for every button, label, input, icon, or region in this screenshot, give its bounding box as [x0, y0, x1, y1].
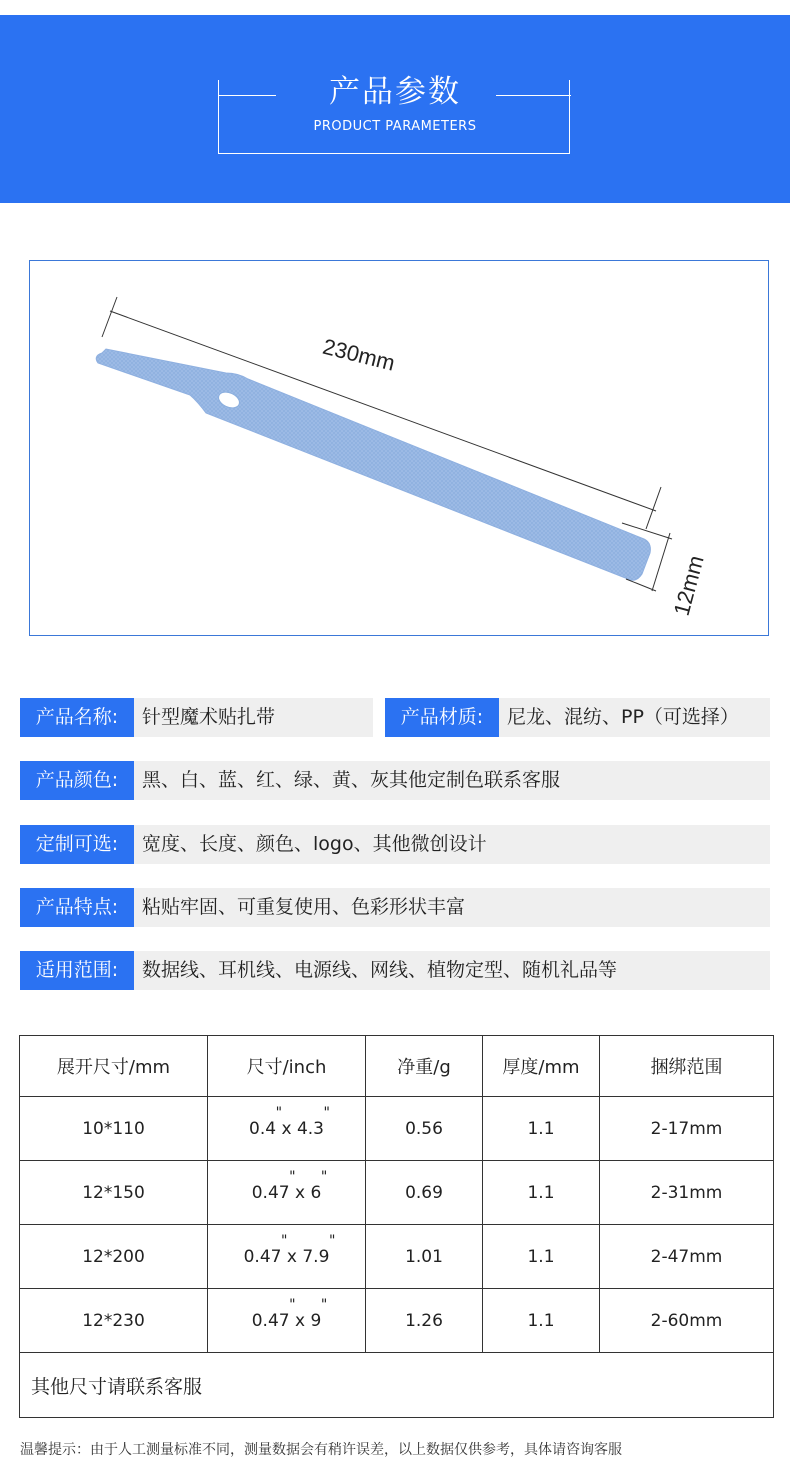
table-header-row [20, 1036, 774, 1097]
width-label: 12mm [668, 552, 709, 619]
table-row [20, 1289, 774, 1353]
param-value: 数据线、耳机线、电源线、网线、植物定型、随机礼品等 [142, 959, 618, 981]
cell-size: 12*200 [20, 1225, 208, 1289]
product-image-box [29, 260, 769, 636]
cell-range: 2-17mm [600, 1097, 774, 1161]
length-label: 230mm [320, 333, 398, 376]
cell-inch [208, 1225, 366, 1289]
param-row-usage [20, 951, 770, 990]
page-title: 产品参数 [329, 74, 461, 110]
inch-a: 0.47 " [243, 1232, 288, 1267]
param-row-name [20, 698, 373, 737]
header-weight: 净重/g [366, 1036, 483, 1097]
header-thickness: 厚度/mm [483, 1036, 600, 1097]
inch-b: 9 " [310, 1296, 328, 1331]
inch-a: 0.47 " [251, 1296, 296, 1331]
table-note-row [20, 1353, 774, 1418]
param-row-custom [20, 825, 770, 864]
times-sign: x [281, 1118, 292, 1139]
param-value: 宽度、长度、颜色、logo、其他微创设计 [142, 833, 487, 855]
times-sign: x [286, 1246, 297, 1267]
table-note: 其他尺寸请联系客服 [20, 1353, 774, 1418]
header-inch: 尺寸/inch [208, 1036, 366, 1097]
param-label: 产品材质: [385, 698, 499, 737]
cell-weight: 1.01 [366, 1225, 483, 1289]
cell-range: 2-47mm [600, 1225, 774, 1289]
product-illustration [30, 261, 770, 637]
param-value: 粘贴牢固、可重复使用、色彩形状丰富 [142, 896, 466, 918]
cell-weight: 1.26 [366, 1289, 483, 1353]
cell-size: 12*150 [20, 1161, 208, 1225]
header-size: 展开尺寸/mm [20, 1036, 208, 1097]
cell-range: 2-31mm [600, 1161, 774, 1225]
width-tick-bottom [626, 579, 656, 591]
strap-shape [96, 349, 650, 580]
param-value: 尼龙、混纺、PP（可选择） [507, 706, 739, 728]
table-row [20, 1097, 774, 1161]
param-row-color [20, 761, 770, 800]
cell-size: 10*110 [20, 1097, 208, 1161]
cell-inch [208, 1161, 366, 1225]
length-tick-left [102, 297, 117, 337]
cell-inch [208, 1289, 366, 1353]
width-dimension-line [652, 533, 670, 591]
inch-b: 6 " [310, 1168, 328, 1203]
inch-b: 7.9 " [302, 1232, 336, 1267]
times-sign: x [294, 1310, 306, 1331]
param-label: 产品特点: [20, 888, 134, 927]
param-value: 针型魔术贴扎带 [142, 706, 276, 728]
param-label: 适用范围: [20, 951, 134, 990]
table-row [20, 1161, 774, 1225]
footer-note: 温馨提示：由于人工测量标准不同，测量数据会有稍许误差，以上数据仅供参考，具体请咨询客服 [20, 1442, 622, 1458]
param-label: 定制可选: [20, 825, 134, 864]
table-row [20, 1225, 774, 1289]
cell-thickness: 1.1 [483, 1097, 600, 1161]
cell-thickness: 1.1 [483, 1161, 600, 1225]
inch-a: 0.4 " [249, 1104, 283, 1139]
param-label: 产品颜色: [20, 761, 134, 800]
cell-weight: 0.56 [366, 1097, 483, 1161]
spec-table [19, 1035, 774, 1418]
cell-range: 2-60mm [600, 1289, 774, 1353]
inch-a: 0.47 " [251, 1168, 296, 1203]
param-label: 产品名称: [20, 698, 134, 737]
times-sign: x [294, 1182, 306, 1203]
cell-thickness: 1.1 [483, 1289, 600, 1353]
inch-b: 4.3 " [296, 1104, 330, 1139]
cell-size: 12*230 [20, 1289, 208, 1353]
cell-thickness: 1.1 [483, 1225, 600, 1289]
param-row-features [20, 888, 770, 927]
cell-weight: 0.69 [366, 1161, 483, 1225]
page-subtitle: PRODUCT PARAMETERS [313, 119, 477, 134]
header-range: 捆绑范围 [600, 1036, 774, 1097]
cell-inch [208, 1097, 366, 1161]
param-value: 黑、白、蓝、红、绿、黄、灰其他定制色联系客服 [142, 769, 561, 791]
param-row-material [385, 698, 770, 737]
